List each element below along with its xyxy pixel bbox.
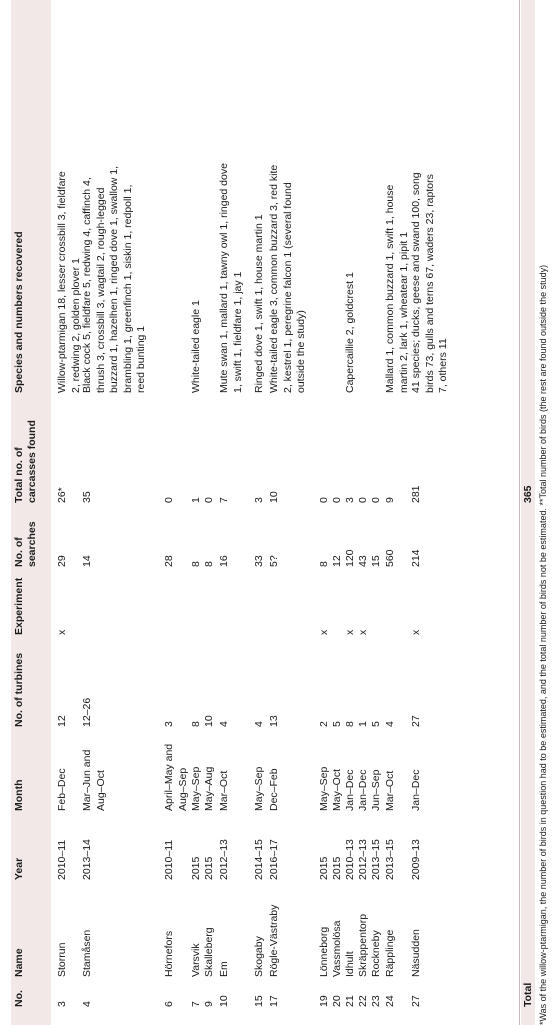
total-band <box>521 0 535 1025</box>
cell-searches: 14 <box>81 555 93 567</box>
cell-name: Storrun <box>56 942 68 977</box>
cell-searches: 16 <box>218 555 230 567</box>
header-name: Name <box>13 948 25 977</box>
table-rule <box>519 0 520 1025</box>
cell-no: 23 <box>370 995 382 1007</box>
cell-name: Idhult <box>344 951 356 977</box>
header-species: Species and numbers recovered <box>13 231 25 393</box>
cell-name: Skogaby <box>253 936 265 977</box>
cell-month: Jan–Dec <box>344 769 356 811</box>
cell-experiment: x <box>410 629 422 635</box>
cell-species: White-tailed eagle 3, common buzzard 3, red kite 2, kestrel 1, peregrine falcon 1 (several found outside the study) <box>268 164 308 393</box>
cell-searches: 12 <box>331 555 343 567</box>
cell-month: Dec–Feb <box>268 768 280 811</box>
cell-name: Lönneborg <box>318 926 330 977</box>
cell-carcasses: 0 <box>331 497 343 503</box>
cell-no: 27 <box>410 995 422 1007</box>
cell-carcasses: 0 <box>318 497 330 503</box>
cell-year: 2009–13 <box>410 839 422 880</box>
cell-turbines: 4 <box>253 721 265 727</box>
cell-carcasses: 26* <box>56 487 68 503</box>
cell-carcasses: 0 <box>370 497 382 503</box>
cell-carcasses: 10 <box>268 491 280 503</box>
cell-searches: 5? <box>268 555 280 567</box>
header-turbines: No. of turbines <box>13 652 25 727</box>
cell-no: 6 <box>163 1001 175 1007</box>
cell-year: 2015 <box>331 856 343 880</box>
cell-name: Varsvik <box>190 943 202 977</box>
header-year: Year <box>13 857 25 880</box>
cell-month: Jan–Dec <box>410 769 422 811</box>
cell-year: 2012–13 <box>218 839 230 880</box>
cell-no: 3 <box>56 1001 68 1007</box>
cell-name: Skalleberg <box>203 927 215 977</box>
cell-turbines: 27 <box>410 715 422 727</box>
cell-searches: 15 <box>370 555 382 567</box>
cell-month: May–Sep <box>253 766 265 811</box>
cell-year: 2010–11 <box>163 839 175 880</box>
cell-no: 15 <box>253 995 265 1007</box>
cell-year: 2013–15 <box>370 839 382 880</box>
table-footnote: *Was of the willow-ptarmigan, the number of birds in question had to be estimated, and the total number of birds not be estimated. **Total number of birds (the rest are found outside the study) <box>538 264 548 1025</box>
cell-month: April–May and Aug–Sep <box>163 743 189 811</box>
cell-searches: 33 <box>253 555 265 567</box>
cell-carcasses: 0 <box>163 497 175 503</box>
cell-turbines: 3 <box>163 721 175 727</box>
cell-experiment: x <box>318 629 330 635</box>
cell-name: Em <box>218 961 230 977</box>
header-no: No. <box>13 990 25 1007</box>
cell-turbines: 5 <box>331 721 343 727</box>
cell-turbines: 4 <box>218 721 230 727</box>
cell-turbines: 1 <box>357 721 369 727</box>
cell-month: Mar–Oct <box>384 770 396 811</box>
cell-turbines: 8 <box>190 721 202 727</box>
cell-month: May–Sep <box>318 766 330 811</box>
cell-species: Mallard 1, common buzzard 1, swift 1, house martin 2, lark 1, wheatear 1, pipit 1 <box>384 184 410 393</box>
cell-year: 2010–11 <box>56 839 68 880</box>
cell-name: Rockneby <box>370 930 382 977</box>
cell-year: 2015 <box>190 856 202 880</box>
cell-year: 2012–13 <box>357 839 369 880</box>
cell-month: Mar–Oct <box>218 770 230 811</box>
cell-no: 24 <box>384 995 396 1007</box>
cell-experiment: x <box>357 629 369 635</box>
header-carcasses: Total no. of carcasses found <box>13 420 38 503</box>
cell-searches: 214 <box>410 549 422 567</box>
cell-searches: 560 <box>384 549 396 567</box>
cell-no: 19 <box>318 995 330 1007</box>
cell-name: Näsudden <box>410 929 422 977</box>
header-month: Month <box>13 779 25 811</box>
cell-carcasses: 0 <box>203 497 215 503</box>
cell-no: 21 <box>344 995 356 1007</box>
cell-species: Black cock 5, fieldfare 5, redwing 4, caffinch 4, thrush 3, crossbill 3, wagtail 2, rough-legged buzzard 1, hazelhen 1, ringed dove 1, swallow 1, brambling 1, greenfinch 1, siskin 1, redpoll 1, reed bunting 1 <box>81 165 148 393</box>
cell-experiment: x <box>56 629 68 635</box>
cell-no: 17 <box>268 995 280 1007</box>
cell-searches: 8 <box>190 561 202 567</box>
cell-carcasses: 9 <box>384 497 396 503</box>
cell-turbines: 12 <box>56 715 68 727</box>
cell-month: May–Sep <box>190 766 202 811</box>
cell-year: 2015 <box>203 856 215 880</box>
cell-species: Willow-ptarmigan 18, lesser crossbill 3, fieldfare 2, redwing 2, golden plover 1 <box>56 171 82 393</box>
cell-carcasses: 281 <box>410 485 422 503</box>
cell-turbines: 5 <box>370 721 382 727</box>
cell-year: 2014–15 <box>253 839 265 880</box>
cell-name: Stamåsen <box>81 929 93 977</box>
cell-turbines: 13 <box>268 715 280 727</box>
cell-no: 7 <box>190 1001 202 1007</box>
cell-searches: 28 <box>163 555 175 567</box>
total-value: 365 <box>522 485 534 503</box>
cell-turbines: 4 <box>384 721 396 727</box>
cell-month: Jun–Sep <box>370 769 382 811</box>
cell-name: Rögle-Västraby <box>268 904 280 977</box>
cell-no: 9 <box>203 1001 215 1007</box>
cell-name: Skräppentorp <box>357 913 369 977</box>
cell-searches: 120 <box>344 549 356 567</box>
cell-carcasses: 3 <box>253 497 265 503</box>
cell-carcasses: 7 <box>218 497 230 503</box>
cell-turbines: 10 <box>203 715 215 727</box>
total-label: Total <box>522 982 534 1007</box>
cell-year: 2010–13 <box>344 839 356 880</box>
cell-month: May–Oct <box>331 768 343 811</box>
cell-year: 2016–17 <box>268 839 280 880</box>
cell-year: 2013–15 <box>384 839 396 880</box>
cell-carcasses: 3 <box>344 497 356 503</box>
cell-name: Vassmolösa <box>331 920 343 977</box>
cell-species: Capercaillie 2, goldcrest 1 <box>344 272 356 393</box>
cell-month: Mar–Jun and Aug–Oct <box>81 749 107 811</box>
cell-turbines: 8 <box>344 721 356 727</box>
cell-turbines: 12–26 <box>81 697 93 727</box>
cell-year: 2015 <box>318 856 330 880</box>
cell-carcasses: 1 <box>190 497 202 503</box>
cell-month: Feb–Dec <box>56 768 68 811</box>
cell-no: 20 <box>331 995 343 1007</box>
cell-no: 10 <box>218 995 230 1007</box>
cell-no: 4 <box>81 1001 93 1007</box>
cell-species: White-tailed eagle 1 <box>190 300 202 393</box>
cell-carcasses: 35 <box>81 491 93 503</box>
cell-species: Ringed dove 1, swift 1, house martin 1 <box>253 214 265 393</box>
cell-species: 41 species; ducks, geese and swand 100, song birds 73, gulls and terns 67, waders 23, raptors 7, others 11 <box>410 172 450 393</box>
cell-searches: 8 <box>318 561 330 567</box>
cell-species: Mute swan 1, mallard 1, tawny owl 1, ringed dove 1, swift 1, fieldfare 1, jay 1 <box>218 163 244 393</box>
cell-month: May–Aug <box>203 766 215 811</box>
cell-name: Hörnefors <box>163 930 175 977</box>
cell-searches: 43 <box>357 555 369 567</box>
cell-year: 2013–14 <box>81 839 93 880</box>
cell-searches: 29 <box>56 555 68 567</box>
header-experiment: Experiment <box>13 577 25 635</box>
cell-month: Jan–Dec <box>357 769 369 811</box>
cell-name: Räpplinge <box>384 929 396 977</box>
cell-experiment: x <box>344 629 356 635</box>
cell-carcasses: 0 <box>357 497 369 503</box>
header-searches: No. of searches <box>13 521 38 567</box>
cell-turbines: 2 <box>318 721 330 727</box>
cell-no: 22 <box>357 995 369 1007</box>
cell-searches: 8 <box>203 561 215 567</box>
